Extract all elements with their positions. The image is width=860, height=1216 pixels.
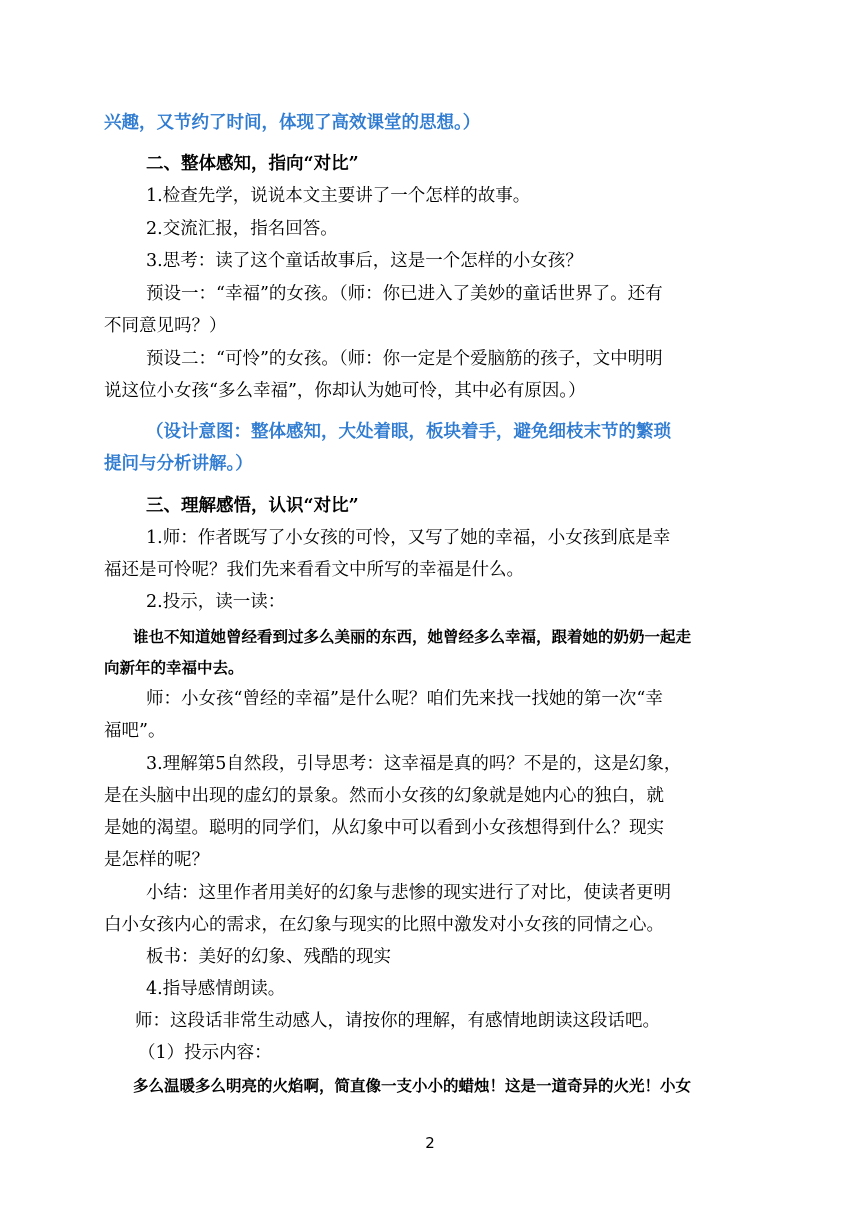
- paragraph-line: 3.理解第5自然段，引导思考：这幸福是真的吗？不是的，这是幻象，: [146, 754, 682, 774]
- paragraph-line: 1.检查先学，说说本文主要讲了一个怎样的故事。: [146, 186, 531, 206]
- page-number: 2: [425, 1134, 435, 1152]
- paragraph-line: 1.师：作者既写了小女孩的可怜，又写了她的幸福，小女孩到底是幸: [146, 528, 671, 548]
- paragraph-line: 不同意见吗？）: [104, 316, 227, 336]
- paragraph-line: 预设二：“可怜”的女孩。（师：你一定是个爱脑筋的孩子，文中明明: [146, 349, 663, 369]
- paragraph-line: 3.思考：读了这个童话故事后，这是一个怎样的小女孩？: [146, 251, 583, 271]
- paragraph-line: 4.指导感情朗读。: [146, 979, 286, 999]
- design-note: （设计意图：整体感知，大处着眼，板块着手，避免细枝末节的繁琐: [146, 422, 671, 442]
- paragraph-line: 是在头脑中出现的虚幻的景象。然而小女孩的幻象就是她内心的独白，就: [104, 786, 664, 806]
- quoted-passage: 多么温暖多么明亮的火焰啊，简直像一支小小的蜡烛！这是一道奇异的火光！小女: [133, 1076, 692, 1095]
- paragraph-line: 白小女孩内心的需求，在幻象与现实的比照中激发对小女孩的同情之心。: [104, 915, 664, 935]
- paragraph-line: 小结：这里作者用美好的幻象与悲惨的现实进行了对比，使读者更明: [146, 883, 671, 903]
- paragraph-line: 师：这段话非常生动感人，请按你的理解，有感情地朗读这段话吧。: [135, 1011, 660, 1031]
- paragraph-line: 板书：美好的幻象、残酷的现实: [146, 947, 391, 967]
- paragraph-line: 2.交流汇报，指名回答。: [146, 219, 338, 239]
- paragraph-line: 是她的渴望。聪明的同学们，从幻象中可以看到小女孩想得到什么？现实: [104, 818, 664, 838]
- paragraph-line: 师：小女孩“曾经的幸福”是什么呢？咱们先来找一找她的第一次“幸: [146, 689, 663, 709]
- paragraph-line: （1）投示内容：: [138, 1043, 272, 1063]
- design-note: 提问与分析讲解。）: [104, 454, 253, 474]
- design-note-tail: 兴趣，又节约了时间，体现了高效课堂的思想。）: [104, 113, 481, 133]
- section-heading-2: 二、整体感知，指向“对比”: [146, 154, 359, 174]
- section-heading-3: 三、理解感悟，认识“对比”: [146, 496, 359, 516]
- quoted-passage: 谁也不知道她曾经看到过多么美丽的东西，她曾经多么幸福，跟着她的奶奶一起走: [133, 627, 692, 646]
- paragraph-line: 福还是可怜呢？我们先来看看文中所写的幸福是什么。: [104, 560, 524, 580]
- paragraph-line: 是怎样的呢？: [104, 850, 209, 870]
- quoted-passage: 向新年的幸福中去。: [104, 658, 244, 677]
- paragraph-line: 2.投示，读一读：: [146, 592, 286, 612]
- paragraph-line: 预设一：“幸福”的女孩。（师：你已进入了美妙的童话世界了。还有: [146, 284, 663, 304]
- paragraph-line: 福吧”。: [104, 721, 166, 741]
- paragraph-line: 说这位小女孩“多么幸福”，你却认为她可怜，其中必有原因。）: [104, 381, 586, 401]
